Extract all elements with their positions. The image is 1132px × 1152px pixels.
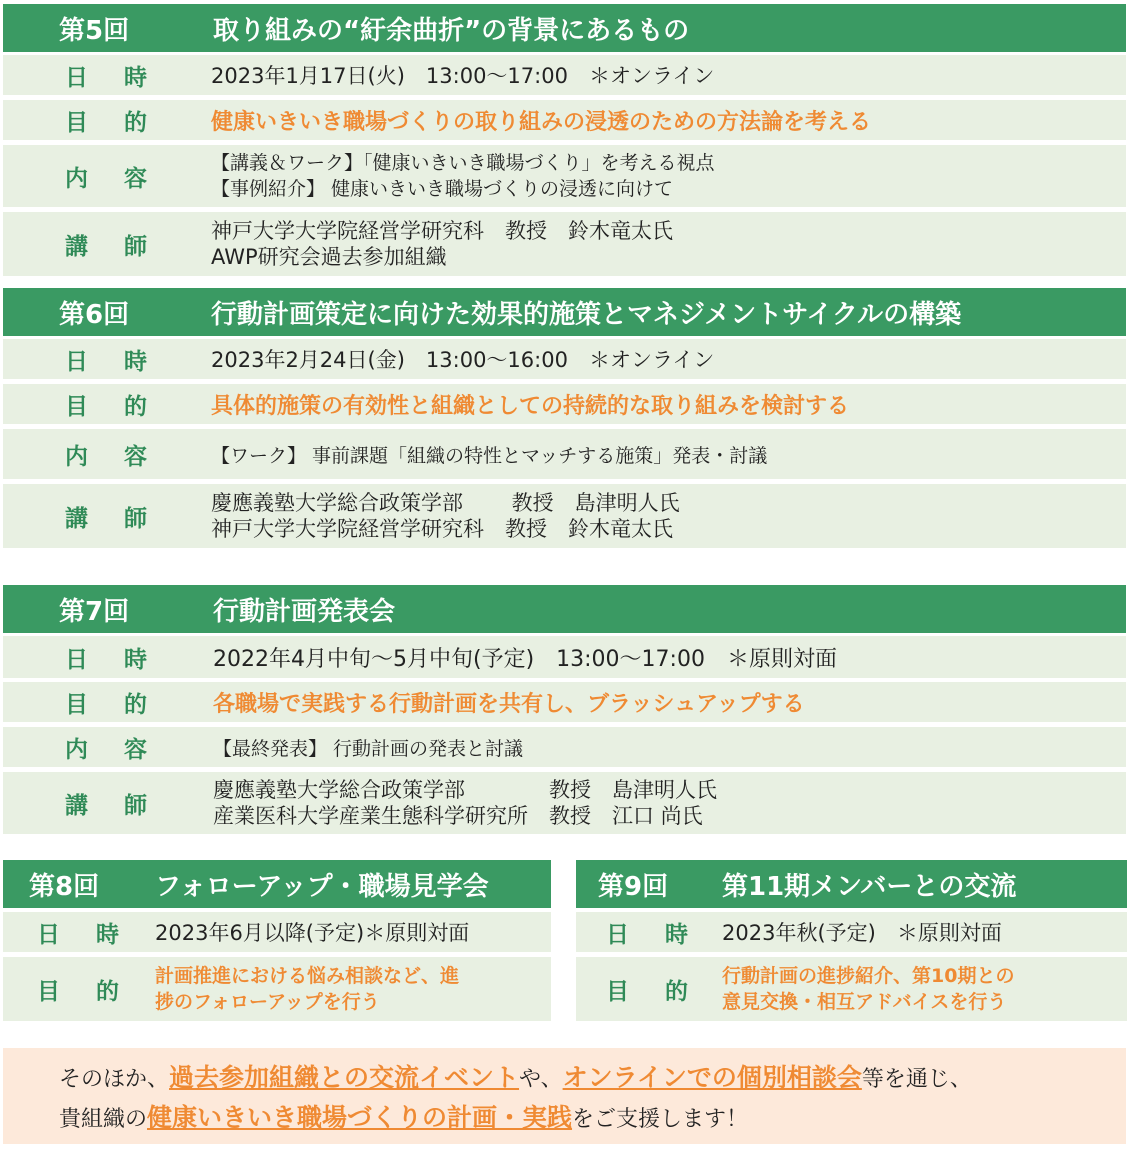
session5-title: 取り組みの“紆余曲折”の背景にあるもの bbox=[213, 15, 690, 46]
session9-date: 2023年秋(予定) ＊原則対面 bbox=[722, 921, 1002, 945]
session5-lecturer-line: AWP研究会過去参加組織 bbox=[211, 245, 447, 269]
session8-number: 第8回 bbox=[29, 871, 100, 902]
lecturer-label: 講 師 bbox=[65, 233, 162, 260]
session5-lecturer-row bbox=[3, 212, 1126, 276]
session7-title: 行動計画発表会 bbox=[213, 596, 396, 627]
banner-text: 貴組織の bbox=[59, 1107, 148, 1132]
session8-purpose-row bbox=[3, 957, 551, 1021]
session5-lecturer-line: 神戸大学大学院経営学研究科 教授 鈴木竜太氏 bbox=[211, 219, 673, 243]
session9-purpose-line: 意見交換・相互アドバイスを行う bbox=[722, 991, 1007, 1013]
session6-date: 2023年2月24日(金) 13:00～16:00 ＊オンライン bbox=[211, 348, 715, 372]
session6-lecturer-line: 神戸大学大学院経営学研究科 教授 鈴木竜太氏 bbox=[211, 517, 673, 541]
session6-lecturer-row bbox=[3, 484, 1126, 548]
session8-date-row bbox=[3, 912, 551, 952]
session9-date-row bbox=[576, 912, 1127, 952]
session5-date: 2023年1月17日(火) 13:00～17:00 ＊オンライン bbox=[211, 64, 715, 88]
session8-header bbox=[3, 860, 551, 908]
session8-date: 2023年6月以降(予定)＊原則対面 bbox=[155, 921, 470, 945]
session7-content: 【最終発表】 行動計画の発表と討議 bbox=[213, 737, 524, 760]
date-label: 日 時 bbox=[65, 64, 162, 91]
session6-content-row bbox=[3, 429, 1126, 479]
session7-date: 2022年4月中旬～5月中旬(予定) 13:00～17:00 ＊原則対面 bbox=[213, 646, 837, 672]
session6-purpose-row bbox=[3, 384, 1126, 424]
content-label: 内 容 bbox=[65, 443, 162, 470]
session5-content-row bbox=[3, 145, 1126, 207]
content-label: 内 容 bbox=[65, 165, 162, 192]
session8-purpose-line: 捗のフォローアップを行う bbox=[155, 991, 380, 1013]
session7-lecturer-line: 慶應義塾大学総合政策学部 教授 島津明人氏 bbox=[213, 778, 717, 802]
banner-text: をご支援します！ bbox=[572, 1107, 749, 1132]
session5-content bbox=[211, 149, 715, 203]
session5-header bbox=[3, 4, 1126, 52]
session9-purpose bbox=[722, 962, 1014, 1016]
banner-line2 bbox=[59, 1098, 748, 1134]
purpose-label: 目 的 bbox=[65, 109, 162, 136]
purpose-label: 目 的 bbox=[606, 978, 703, 1005]
session5-purpose: 健康いきいき職場づくりの取り組みの浸透のための方法論を考える bbox=[211, 109, 872, 135]
session6-lecturer-line: 慶應義塾大学総合政策学部 教授 島津明人氏 bbox=[211, 491, 680, 515]
session7-content-row bbox=[3, 727, 1126, 767]
session5-lecturer bbox=[211, 217, 673, 271]
session9-purpose-row bbox=[576, 957, 1127, 1021]
session7-lecturer-line: 産業医科大学産業生態科学研究所 教授 江口 尚氏 bbox=[213, 804, 703, 828]
session6-number: 第6回 bbox=[59, 299, 130, 330]
banner-highlight: 健康いきいき職場づくりの計画・実践 bbox=[147, 1103, 573, 1132]
session6-header bbox=[3, 288, 1126, 336]
banner-highlight: オンラインでの個別相談会 bbox=[562, 1063, 862, 1092]
session7-purpose: 各職場で実践する行動計画を共有し、ブラッシュアップする bbox=[213, 691, 805, 717]
session5-date-row bbox=[3, 55, 1126, 95]
session9-purpose-line: 行動計画の進捗紹介、第10期との bbox=[722, 965, 1015, 987]
banner-line1 bbox=[59, 1058, 972, 1094]
content-label: 内 容 bbox=[65, 736, 162, 763]
session7-date-row bbox=[3, 636, 1126, 678]
banner-text: や、 bbox=[519, 1067, 563, 1092]
date-label: 日 時 bbox=[606, 921, 703, 948]
lecturer-label: 講 師 bbox=[65, 505, 162, 532]
support-banner bbox=[3, 1048, 1126, 1144]
session8-title: フォローアップ・職場見学会 bbox=[155, 871, 489, 902]
purpose-label: 目 的 bbox=[65, 393, 162, 420]
session6-content: 【ワーク】 事前課題「組織の特性とマッチする施策」発表・討議 bbox=[211, 444, 768, 467]
date-label: 日 時 bbox=[65, 348, 162, 375]
session7-header bbox=[3, 585, 1126, 633]
session6-lecturer bbox=[211, 489, 680, 543]
session7-lecturer bbox=[213, 776, 717, 830]
session9-number: 第9回 bbox=[598, 871, 669, 902]
session7-lecturer-row bbox=[3, 772, 1126, 834]
session8-purpose bbox=[155, 962, 459, 1016]
lecturer-label: 講 師 bbox=[65, 792, 162, 819]
purpose-label: 目 的 bbox=[37, 978, 134, 1005]
purpose-label: 目 的 bbox=[65, 691, 162, 718]
banner-highlight: 過去参加組織との交流イベント bbox=[169, 1063, 520, 1092]
session8-purpose-line: 計画推進における悩み相談など、進 bbox=[155, 965, 460, 987]
session6-title: 行動計画策定に向けた効果的施策とマネジメントサイクルの構築 bbox=[211, 299, 962, 330]
session7-purpose-row bbox=[3, 682, 1126, 722]
session9-header bbox=[576, 860, 1127, 908]
session7-number: 第7回 bbox=[59, 596, 130, 627]
date-label: 日 時 bbox=[37, 921, 134, 948]
session6-purpose: 具体的施策の有効性と組織としての持続的な取り組みを検討する bbox=[211, 393, 850, 419]
session5-number: 第5回 bbox=[59, 15, 130, 46]
session6-date-row bbox=[3, 339, 1126, 379]
date-label: 日 時 bbox=[65, 646, 162, 673]
session5-content-line: 【講義＆ワーク】「健康いきいき職場づくり」を考える視点 bbox=[211, 152, 715, 174]
session5-content-line: 【事例紹介】 健康いきいき職場づくりの浸透に向けて bbox=[211, 178, 674, 200]
session5-purpose-row bbox=[3, 100, 1126, 140]
banner-text: そのほか、 bbox=[59, 1067, 170, 1092]
banner-text: 等を通じ、 bbox=[861, 1067, 972, 1092]
session9-title: 第11期メンバーとの交流 bbox=[722, 871, 1017, 902]
